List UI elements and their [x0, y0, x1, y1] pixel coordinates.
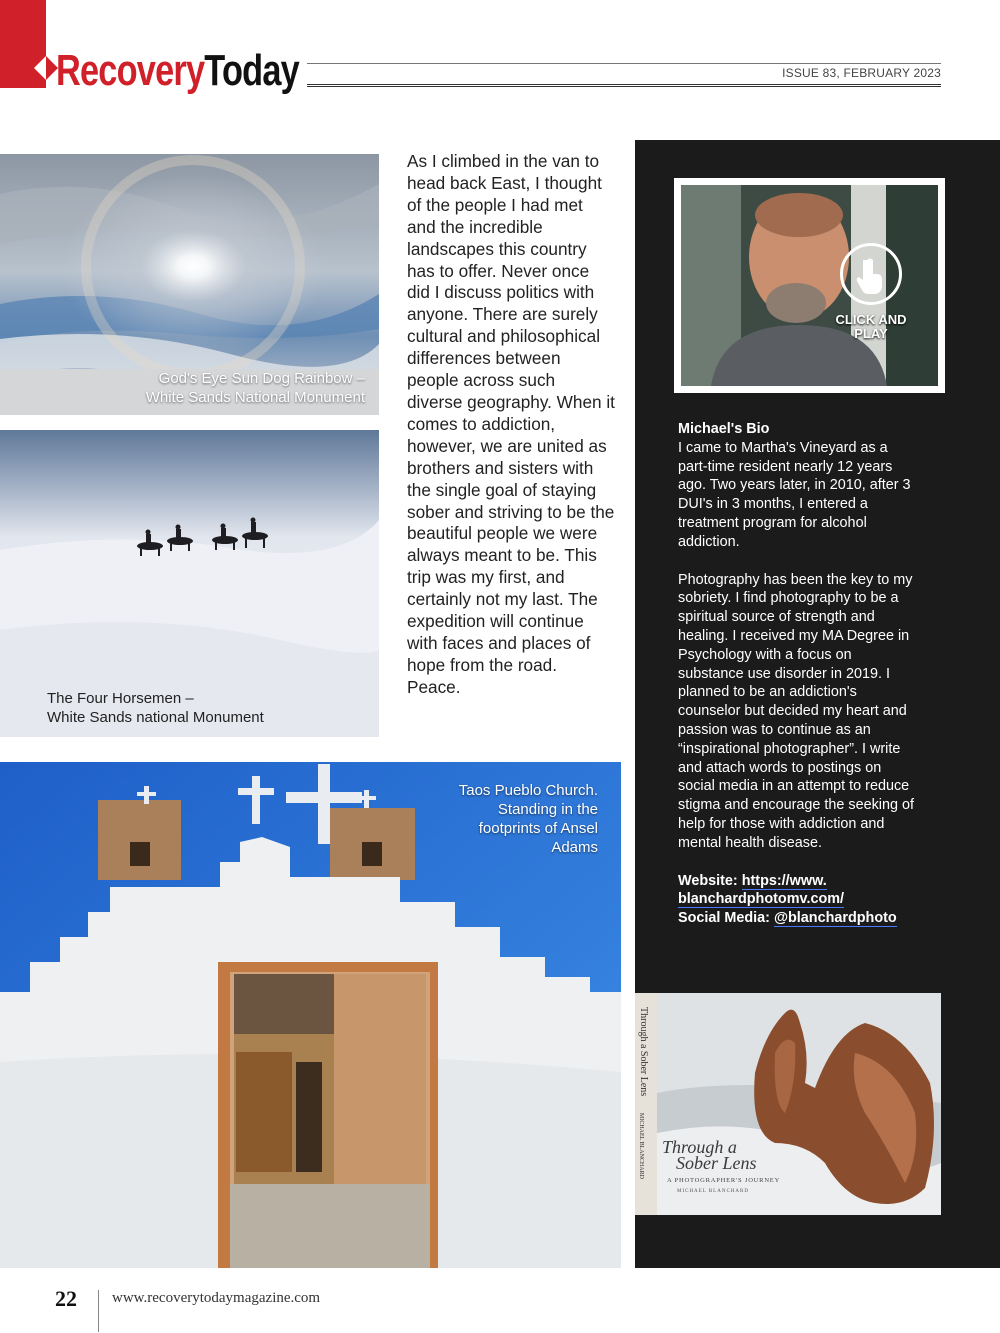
header-rule-bottom — [307, 84, 941, 89]
magazine-logo[interactable] — [56, 46, 299, 96]
social-media-line — [678, 909, 918, 928]
bio-paragraph-2: Photography has been the key to my sobriety. I find photography to be a spiritual source of strength and healing. I received my MA Degree in Psychology with a focus on substance use disorder in 2019. I planned to be an addiction's counselor but decided my heart and passion was to continue as an “inspirational photographer”. I write and attach words to postings on social media in an attempt to reduce stigma and encourage the seeking of help for those with addiction and mental health disease. — [678, 571, 915, 851]
tap-hand-icon — [843, 246, 899, 302]
website-label: Website: — [678, 872, 742, 889]
photo-sun-dog-rainbow[interactable] — [0, 154, 379, 415]
sun-dog-caption: God's Eye Sun Dog Rainbow – White Sands National Monument — [145, 370, 365, 406]
website-line-2 — [678, 890, 918, 909]
video-player[interactable] — [674, 178, 945, 393]
bio-paragraph-1: I came to Martha's Vineyard as a part-time resident nearly 12 years ago. Two years later, in 2010, after 3 DUI's in 3 months, I entered a treatment program for alcohol addiction. — [678, 439, 911, 550]
book-title: Through a Sober Lens — [662, 1137, 757, 1173]
book-spine — [635, 993, 657, 1215]
video-thumbnail[interactable] — [681, 185, 938, 386]
brand-red-tab — [0, 0, 46, 88]
photo-taos-pueblo-church[interactable] — [0, 762, 621, 1268]
issue-label: ISSUE 83, FEBRUARY 2023 — [782, 66, 941, 80]
author-bio — [678, 420, 918, 928]
book-spine-author: MICHAEL BLANCHARD — [638, 1113, 644, 1179]
header-rule-top — [307, 63, 941, 64]
article-body-text: As I climbed in the van to head back East, I thought of the people I had met and the incredible landscapes this country has to offer. Never once did I discuss politics with anyone. There are surely cultural and philosophical differences between people across such diverse geography. When it comes to addiction, however, we are united as brothers and sisters with the single goal of staying sober and striving to be the beautiful people we were always meant to be. This trip was my first, and certainly not my last. The expedition will continue with faces and places of hope from the road. Peace. — [407, 151, 615, 697]
social-media-label: Social Media: — [678, 910, 774, 927]
click-and-play-label[interactable]: CLICK AND PLAY — [835, 312, 907, 341]
footer-website-url[interactable]: www.recoverytodaymagazine.com — [112, 1290, 321, 1306]
horsemen-caption: The Four Horsemen – White Sands national Monument — [47, 690, 264, 726]
social-media-link[interactable]: @blanchardphoto — [773, 910, 897, 927]
photo-four-horsemen[interactable] — [0, 430, 379, 737]
book-cover[interactable] — [635, 993, 941, 1215]
book-spine-title: Through a Sober Lens — [638, 1007, 649, 1097]
logo-today: Today — [204, 46, 299, 95]
book-subtitle: A PHOTOGRAPHER'S JOURNEY — [667, 1177, 781, 1184]
website-link-part2[interactable]: blanchardphotomv.com/ — [678, 891, 845, 908]
bio-title: Michael's Bio — [678, 421, 770, 437]
page-number: 22 — [55, 1286, 77, 1311]
logo-recovery: Recovery — [56, 46, 205, 95]
play-icon[interactable] — [840, 243, 902, 305]
website-link-part1[interactable]: https://www. — [741, 872, 827, 889]
website-line — [678, 872, 918, 891]
footer-divider — [98, 1290, 99, 1332]
book-author: MICHAEL BLANCHARD — [677, 1189, 749, 1194]
church-caption: Taos Pueblo Church. Standing in the footprints of Ansel Adams — [458, 782, 598, 856]
